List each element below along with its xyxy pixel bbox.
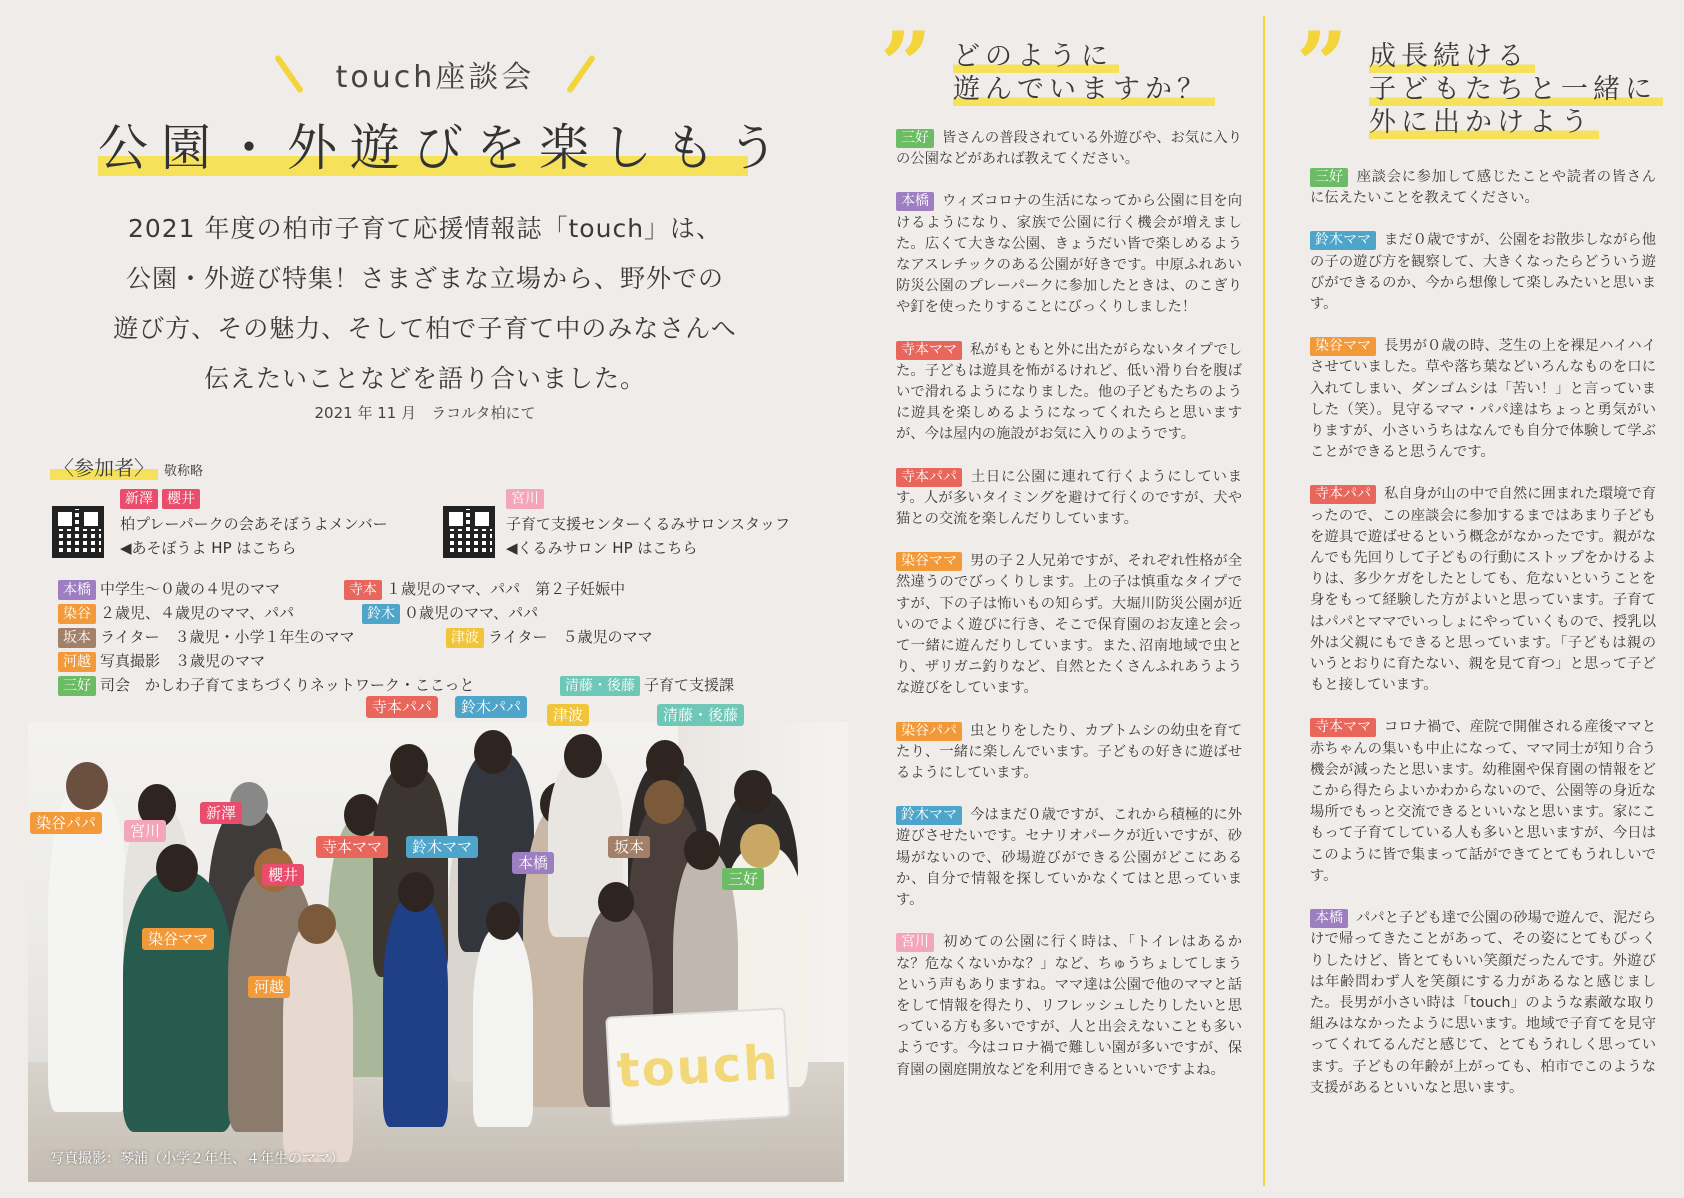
person	[383, 897, 448, 1127]
participant-desc: 写真撮影 ３歳児のママ	[100, 652, 266, 670]
lead-line: 2021 年度の柏市子育て応援情報誌「touch」は、	[127, 214, 723, 243]
kicker-text: touch座談会	[335, 60, 535, 95]
person-head	[684, 830, 720, 870]
dialogue-text: 初めての公園に行く時は、「トイレはあるかな？危なくないかな？」など、ちゅうちょしてしまうという声もありますね。ママ達は公園で他のママと話をして情報を得たり、リフレッシュしたりしたいと思っている方も多いですが、人と出会えないことも多いようです。今はコロナ禍で難しい園が多いですが、保育園の園庭開放などを利用できるといいですよね。	[896, 934, 1242, 1078]
dialogue-text: パパと子ども達で公園の砂場で遊んで、泥だらけで帰ってきたことがあって、その姿にとてもびっくりしたけど、皆とてもいい笑顔だったんです。外遊びは年齢問わず人を笑顔にする力があるなと感じました。長男が小さい時は「touch」のような素敵な取り組みはなかったように思います。地域で子育てを見守ってくれてるんだと感じて、とてもうれしく思っています。子どもの年齢が上がっても、柏市でこのような支援があるといいなと思います。	[1310, 910, 1656, 1096]
name-tag: 鈴木	[362, 604, 400, 624]
photo-label: 清藤・後藤	[657, 704, 744, 726]
person-head	[734, 770, 772, 814]
dialogue-item	[896, 467, 1242, 531]
participant-row	[58, 626, 818, 650]
dialogue-text: コロナ禍で、産院で開催される産後ママと赤ちゃんの集いも中止になって、ママ同士が知り合う機会が減ったと思います。幼稚園や保育園の情報をどこから得たらよいかわからないので、公園等の身近な場所でもっと交流できるといいなと思います。家にこもって子育てしている人も多いと思いますが、今日はこのように皆で集まって話ができてとてもうれしいです。	[1310, 719, 1656, 884]
participant-desc: ライター ５歳児のママ	[488, 628, 653, 646]
dialogue-text: 座談会に参加して感じたことや読者の皆さんに伝えたいことを教えてください。	[1310, 169, 1656, 207]
person-head	[474, 730, 512, 774]
participant-desc: 子育て支援課	[644, 676, 735, 694]
touch-sign: touch	[605, 1007, 791, 1126]
participant-desc: 中学生～０歳の４児のママ	[100, 580, 281, 598]
speaker-tag: 三好	[896, 129, 934, 148]
name-tag: 坂本	[58, 628, 96, 648]
lead-line: 伝えたいことなどを語り合いました。	[203, 364, 646, 393]
decor-slash	[566, 54, 596, 93]
column-1	[880, 0, 1250, 1198]
person-head	[564, 734, 602, 778]
person-head	[598, 882, 634, 922]
speaker-tag: 染谷ママ	[1310, 337, 1376, 356]
name-tag: 本橋	[58, 580, 96, 600]
dialogue-list	[1310, 167, 1656, 1120]
org-kurumi	[506, 491, 790, 560]
photo-label: 津波	[547, 704, 589, 726]
dialogue-text: 私がもともと外に出たがらないタイプでした。子どもは遊具を怖がるけれど、低い滑り台を腹ばいで滑れるようになりました。他の子どもたちのように遊具を楽しめるようになってくれたらと思いますが、今は屋内の施設がお気に入りのようです。	[896, 341, 1242, 443]
person	[283, 922, 353, 1162]
participant-desc: ０歳児のママ、パパ	[404, 604, 539, 622]
name-tag: 新澤	[120, 489, 158, 509]
column-1-title	[953, 40, 1215, 106]
page-title	[98, 108, 791, 180]
dialogue-text: 長男が０歳の時、芝生の上を裸足ハイハイさせていました。草や落ち葉などいろんなものを口に入れてしまい、ダンゴムシは「苦い！」と言っていました（笑）。見守るママ・パパ達はちょっと勇気がいりますが、小さいうちはなんでも自分で体験して学ぶことができると思うんです。	[1310, 338, 1656, 461]
photo-label: 寺本ママ	[316, 836, 388, 858]
name-tag: 宮川	[506, 489, 544, 509]
person-head	[156, 844, 198, 892]
name-tag: 河越	[58, 652, 96, 672]
dialogue-text: 私自身が山の中で自然に囲まれた環境で育ったので、この座談会に参加するまではあまり子どもを遊具で遊ばせるという概念がなかったです。親がなんでも先回りして子どもの行動にストップをかけるよりは、多少ケガをしたとしても、危ないということを身をもって経験した方がよいと思っています。子育てはパパとママでいっしょにやっていくもので、授乳以外は父親にもできると思っています。｢子どもは親のいうとおりに育たない、親を見て育つ」と思って子どもと接しています。	[1310, 486, 1656, 694]
name-tag: 三好	[58, 676, 96, 696]
person-head	[646, 740, 684, 784]
dialogue-item	[896, 932, 1242, 1080]
dialogue-item	[1310, 230, 1656, 315]
qr-code-icon[interactable]	[52, 506, 104, 558]
speaker-tag: 本橋	[896, 192, 934, 211]
title-line: 外に出かけよう	[1369, 106, 1599, 139]
name-tag: 清藤・後藤	[560, 676, 640, 696]
column-2-title	[1369, 40, 1663, 139]
page-title-text: 公園・外遊びを楽しもう	[98, 119, 791, 177]
speaker-tag: 寺本ママ	[1310, 718, 1376, 737]
dialogue-item	[896, 128, 1242, 170]
dialogue-item	[896, 805, 1242, 911]
org-text: 子育て支援センターくるみサロンスタッフ	[506, 515, 790, 533]
dialogue-text: 虫とりをしたり、カブトムシの幼虫を育てたり、一緒に楽しんでいます。子どもの好きに遊ばせるようにしています。	[896, 722, 1242, 782]
quote-mark-icon: ”	[880, 12, 932, 118]
qr-code-icon[interactable]	[443, 506, 495, 558]
lead-line: 遊び方、その魅力、そして柏で子育て中のみなさんへ	[113, 314, 737, 343]
column-2	[1296, 0, 1666, 1198]
person-head	[398, 872, 434, 912]
org-text: 柏プレーパークの会あそぼうよメンバー	[120, 515, 388, 533]
title-line: どのように	[953, 40, 1119, 73]
speaker-tag: 染谷パパ	[896, 722, 962, 741]
dialogue-text: まだ０歳ですが、公園をお散歩しながら他の子の遊び方を観察して、大きくなったらどういう遊びができるのか、今から想像して楽しみたいと思います。	[1310, 232, 1656, 313]
person	[123, 872, 233, 1132]
dialogue-text: 男の子２人兄弟ですが、それぞれ性格が全然違うのでびっくりします。上の子は慎重なタイプですが、下の子は怖いもの知らず。大堀川防災公園が近いのでよく遊びに行き、そこで保育園のお友達と会って一緒に遊んだりしています。また､沼南地域で虫とり、ザリガニ釣りなど、自然とたくさんふれあうような遊びをしています。	[896, 553, 1242, 697]
org-link[interactable]: ◀くるみサロン HP はこちら	[506, 539, 698, 557]
lead-paragraph	[60, 204, 790, 404]
dialogue-item	[896, 340, 1242, 446]
photo-label: 染谷パパ	[30, 812, 102, 834]
name-tag: 染谷	[58, 604, 96, 624]
speaker-tag: 三好	[1310, 168, 1348, 187]
photo-label: 河越	[248, 976, 290, 998]
org-asobouyo	[120, 491, 388, 560]
dialogue-item	[896, 551, 1242, 699]
members-heading	[50, 452, 203, 481]
photo-label: 鈴木ママ	[406, 836, 478, 858]
participant-row	[58, 650, 818, 674]
speaker-tag: 鈴木ママ	[1310, 231, 1376, 250]
dialogue-item	[896, 191, 1242, 318]
dialogue-text: 土日に公園に連れて行くようにしています。人が多いタイミングを避けて行くのですが、犬や猫との交流を楽しんだりしています。	[896, 468, 1242, 528]
photo-label: 染谷ママ	[142, 928, 214, 950]
name-tag: 津波	[446, 628, 484, 648]
photo-label: 宮川	[124, 820, 166, 842]
person-head	[298, 904, 336, 944]
dialogue-list	[896, 128, 1242, 1102]
photo-label: 鈴木パパ	[455, 696, 527, 718]
person-head	[644, 780, 684, 824]
dateline: 2021 年 11 月 ラコルタ柏にて	[314, 404, 536, 422]
group-photo	[28, 698, 844, 1182]
quote-mark-icon: ”	[1296, 12, 1348, 118]
participant-row	[58, 602, 818, 626]
participant-desc: ライター ３歳児・小学１年生のママ	[100, 628, 355, 646]
members-note: 敬称略	[164, 464, 204, 479]
title-line: 成長続ける	[1369, 40, 1535, 73]
kicker	[270, 52, 600, 96]
members-heading-text: 〈参加者〉	[50, 456, 158, 480]
dialogue-text: 皆さんの普段されている外遊びや、お気に入りの公園などがあれば教えてください。	[896, 130, 1242, 168]
participant-desc: １歳児のママ、パパ 第２子妊娠中	[386, 580, 626, 598]
photo-label: 坂本	[608, 836, 650, 858]
photo-label: 三好	[722, 868, 764, 890]
participant-list	[58, 578, 818, 698]
name-tag: 寺本	[344, 580, 382, 600]
person-head	[66, 762, 108, 810]
dialogue-item	[1310, 908, 1656, 1099]
speaker-tag: 鈴木ママ	[896, 806, 962, 825]
dialogue-item	[1310, 336, 1656, 463]
decor-slash	[274, 54, 304, 93]
dialogue-text: 今はまだ０歳ですが、これから積極的に外遊びさせたいです。セナリオパークが近いですが、砂場がないので、砂場遊びができる公園がどこにあるか、自分で情報を探していかなくてはと思っています。	[896, 807, 1242, 909]
title-line: 子どもたちと一緒に	[1369, 73, 1663, 106]
person-head	[390, 744, 428, 788]
participant-row	[58, 578, 818, 602]
column-divider	[1263, 16, 1265, 1186]
photo-label: 本橋	[512, 852, 554, 874]
dialogue-item	[1310, 167, 1656, 209]
person	[473, 927, 533, 1127]
dialogue-item	[1310, 484, 1656, 696]
photo-label: 寺本パパ	[366, 696, 438, 718]
participant-row	[58, 674, 818, 698]
speaker-tag: 染谷ママ	[896, 552, 962, 571]
photo-credit: 写真撮影：琴浦（小学２年生、４年生のママ）	[50, 1151, 344, 1167]
title-line: 遊んでいますか？	[953, 73, 1215, 106]
dialogue-item	[1310, 717, 1656, 887]
lead-line: 公園・外遊び特集！さまざまな立場から、野外での	[125, 264, 724, 293]
speaker-tag: 宮川	[896, 933, 934, 952]
dialogue-item	[896, 721, 1242, 785]
participant-desc: ２歳児、４歳児のママ、パパ	[100, 604, 295, 622]
participant-desc: 司会 かしわ子育てまちづくりネットワーク・ここっと	[100, 676, 475, 694]
speaker-tag: 本橋	[1310, 909, 1348, 928]
name-tag: 櫻井	[162, 489, 200, 509]
org-link[interactable]: ◀あそぼうよ HP はこちら	[120, 539, 297, 557]
photo-label: 新澤	[200, 802, 242, 824]
speaker-tag: 寺本パパ	[896, 468, 962, 487]
photo-label: 櫻井	[262, 864, 304, 886]
speaker-tag: 寺本ママ	[896, 341, 962, 360]
person-head	[486, 902, 520, 940]
dialogue-text: ウィズコロナの生活になってから公園に目を向けるようになり、家族で公園に行く機会が増えました。広くて大きな公園、きょうだい皆で楽しめるようなアスレチックのある公園が好きです。中原ふれあい防災公園のプレーパークに参加したときは、のこぎりや釘を使ったりすることにびっくりしました！	[896, 193, 1242, 316]
person-head	[740, 824, 780, 868]
speaker-tag: 寺本パパ	[1310, 485, 1376, 504]
